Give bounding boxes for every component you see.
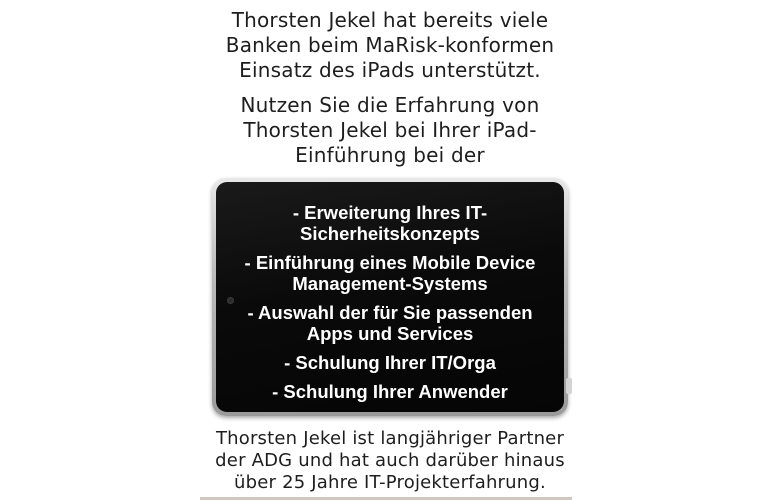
- ipad-device-icon: [212, 178, 568, 416]
- list-item-line: Apps und Services: [306, 323, 474, 344]
- list-item: [216, 202, 564, 244]
- list-item-line: - Einführung eines Mobile Device: [244, 252, 536, 273]
- list-item-line: - Schulung Ihrer IT/Orga: [284, 352, 496, 373]
- offer-line: Nutzen Sie die Erfahrung von: [240, 93, 540, 117]
- footer-paragraph: [0, 428, 780, 494]
- list-item-line: Management-Systems: [292, 273, 488, 294]
- intro-line: Banken beim MaRisk-konformen: [225, 33, 555, 57]
- footer-line: über 25 Jahre IT-Projekterfahrung.: [234, 472, 546, 493]
- footer-line: der ADG und hat auch darüber hinaus: [215, 450, 565, 471]
- offer-line: Thorsten Jekel bei Ihrer iPad-: [243, 118, 537, 142]
- offer-line: Einführung bei der: [295, 143, 485, 167]
- intro-paragraph: [0, 8, 780, 83]
- service-list: [216, 202, 564, 410]
- list-item-line: - Schulung Ihrer Anwender: [272, 381, 508, 402]
- list-item: [216, 352, 564, 373]
- footer-line: Thorsten Jekel ist langjähriger Partner: [215, 428, 565, 449]
- list-item: [216, 381, 564, 402]
- list-item-line: - Auswahl der für Sie passenden: [247, 302, 533, 323]
- ipad-screen: [216, 182, 564, 412]
- list-item: [216, 302, 564, 344]
- list-item-line: - Erweiterung Ihres IT-: [292, 202, 488, 223]
- offer-paragraph: [0, 93, 780, 168]
- intro-line: Einsatz des iPads unterstützt.: [239, 58, 541, 82]
- list-item: [216, 252, 564, 294]
- ipad-edge-mark: [566, 378, 572, 394]
- intro-line: Thorsten Jekel hat bereits viele: [231, 8, 549, 32]
- list-item-line: Sicherheitskonzepts: [300, 223, 480, 244]
